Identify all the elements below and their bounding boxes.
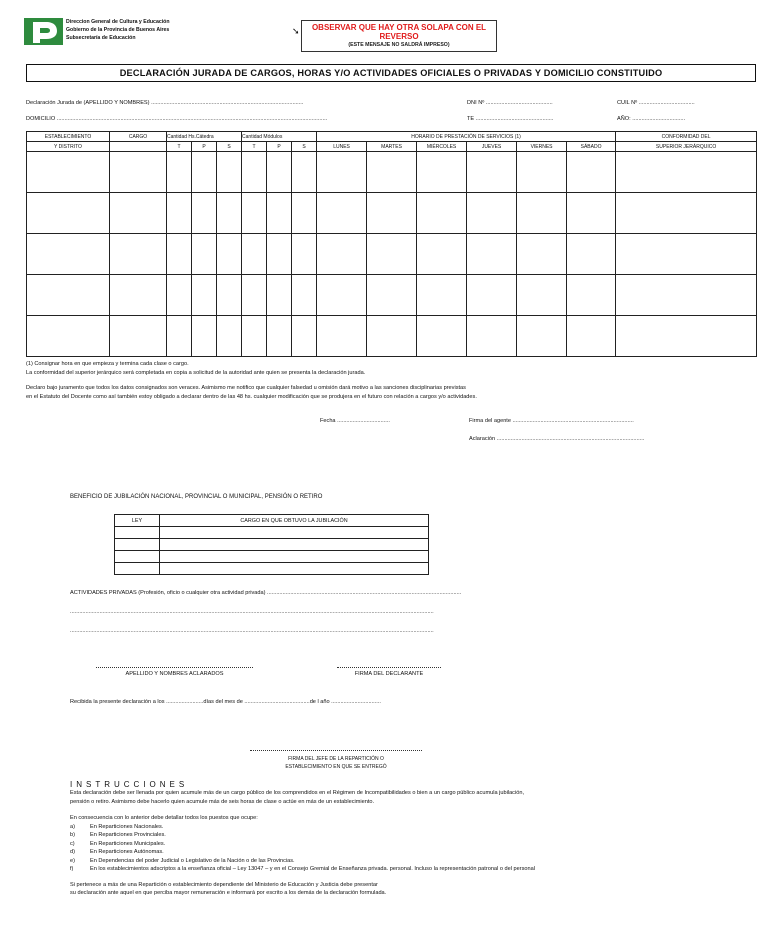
beneficio-title: BENEFICIO DE JUBILACIÓN NACIONAL, PROVINCIAL O MUNICIPAL, PENSIÓN O RETIRO [70, 494, 323, 500]
table-cell[interactable] [317, 234, 367, 275]
table-cell[interactable] [242, 234, 267, 275]
cargo-cell[interactable] [160, 563, 429, 575]
table-cell[interactable] [367, 193, 417, 234]
field-cuil[interactable]: CUIL Nº .................................... [617, 100, 695, 106]
ley-cell[interactable] [115, 539, 160, 551]
cargo-cell[interactable] [160, 551, 429, 563]
table-cell[interactable] [242, 152, 267, 193]
header-horario: HORARIO DE PRESTACIÓN DE SERVICIOS (1) [317, 132, 616, 142]
cargo-cell[interactable] [160, 539, 429, 551]
list-item-key: a) [70, 823, 75, 830]
instrucciones-p3a: Si pertenece a más de una Repartición o establecimiento dependiente del Ministerio de Educación y Justicia debe presentar [70, 881, 378, 888]
header-modulos: Cantidad Módulos [242, 132, 317, 142]
field-declaracion[interactable]: Declaración Jurada de (APELLIDO Y NOMBRES) .................................................................................................. [26, 100, 304, 106]
field-firma-agente[interactable]: Firma del agente .............................................................................. [469, 418, 634, 424]
header-cargo-blank [110, 142, 167, 152]
table-cell[interactable] [217, 193, 242, 234]
list-item-text: En Reparticiones Autónomas. [90, 849, 164, 855]
table-cell[interactable] [317, 275, 367, 316]
table-row [115, 551, 429, 563]
cargos-table [26, 131, 757, 357]
table-cell[interactable] [467, 193, 517, 234]
table-cell[interactable] [267, 234, 292, 275]
cargo-cell[interactable] [160, 527, 429, 539]
table-cell[interactable] [27, 234, 110, 275]
table-cell[interactable] [616, 234, 757, 275]
table-cell[interactable] [27, 152, 110, 193]
table-cell[interactable] [317, 316, 367, 357]
mouse-cursor-icon: ➘ [292, 26, 300, 36]
header-m-p: P [267, 142, 292, 152]
table-cell[interactable] [267, 275, 292, 316]
instrucciones-block [70, 780, 740, 898]
instrucciones-p3b: su declaración ante aquel en que perciba mayor remuneración e informará por escrito a los demás de la declaración formulada. [70, 890, 387, 896]
header-sabado: SÁBADO [567, 142, 616, 152]
table-cell[interactable] [267, 152, 292, 193]
notice-line-1: OBSERVAR QUE HAY OTRA SOLAPA CON EL REVERSO [311, 23, 487, 41]
table-cell[interactable] [292, 316, 317, 357]
table-cell[interactable] [292, 234, 317, 275]
instrucciones-p1b: pensión o retiro. Asimismo debe hacerlo quien acumule más de seis horas de clase o actúe en más de un establecimiento. [70, 798, 375, 805]
table-row [27, 275, 757, 316]
field-domicilio[interactable]: DOMICILIO .............................................................................................................................................................................. [26, 116, 328, 122]
field-te[interactable]: TE .................................................. [467, 116, 554, 122]
table-cell[interactable] [417, 275, 467, 316]
list-item [70, 857, 740, 866]
table-cell[interactable] [567, 275, 616, 316]
table-cell[interactable] [167, 193, 192, 234]
table-row [27, 193, 757, 234]
list-item [70, 840, 740, 849]
table-cell[interactable] [110, 316, 167, 357]
table-cell[interactable] [192, 193, 217, 234]
header-m-s: S [292, 142, 317, 152]
header-viernes: VIERNES [517, 142, 567, 152]
header-establecimiento: ESTABLECIMIENTO [27, 132, 110, 142]
field-actividades-2[interactable]: .......................................................................................................................................................................................................................................... [70, 609, 434, 615]
table-cell[interactable] [167, 316, 192, 357]
list-item-text: En Dependencias del poder Judicial o Legislativo de la Nación o de las Provincias. [90, 857, 295, 864]
list-item-key: f) [70, 866, 74, 872]
form-title: DECLARACIÓN JURADA DE CARGOS, HORAS Y/O ACTIVIDADES OFICIALES O PRIVADAS Y DOMICILIO CONSTITUIDO [26, 64, 756, 82]
table-cell[interactable] [192, 234, 217, 275]
field-recibida[interactable]: Recibida la presente declaración a los ........................días del mes de ..........................................de l año ................................ [70, 699, 381, 705]
table-cell[interactable] [467, 234, 517, 275]
header-m-t: T [242, 142, 267, 152]
table-cell[interactable] [367, 275, 417, 316]
table-cell[interactable] [217, 152, 242, 193]
table-row [115, 563, 429, 575]
ley-cell[interactable] [115, 551, 160, 563]
table-cell[interactable] [417, 234, 467, 275]
table-cell[interactable] [192, 152, 217, 193]
declaration-line-2: en el Estatuto del Docente como así también estoy obligado a declarar dentro de las 48 hs. cualquier modificación que se produjera en el futuro con relación a cargos y/o actividades. [26, 393, 477, 400]
table-cell[interactable] [27, 193, 110, 234]
table-cell[interactable] [567, 234, 616, 275]
list-item-text: En Reparticiones Municipales. [90, 840, 166, 847]
table-cell[interactable] [367, 152, 417, 193]
label-firma-declarante: FIRMA DEL DECLARANTE [354, 671, 424, 677]
table-cell[interactable] [417, 152, 467, 193]
table-cell[interactable] [367, 234, 417, 275]
note-2: La conformidad del superior jerárquico será completada en copia a solicitud de la autoridad ante quien se presenta la declaración jurada. [26, 369, 366, 376]
table-cell[interactable] [110, 234, 167, 275]
header-conformidad: CONFORMIDAD DEL [616, 132, 757, 142]
table-cell[interactable] [242, 193, 267, 234]
table-cell[interactable] [567, 152, 616, 193]
notice-box [301, 20, 497, 52]
org-line-3: Subsecretaría de Educación [66, 35, 136, 41]
table-cell[interactable] [467, 152, 517, 193]
table-row [27, 234, 757, 275]
table-cell[interactable] [292, 152, 317, 193]
table-cell[interactable] [110, 275, 167, 316]
table-cell[interactable] [517, 152, 567, 193]
table-cell[interactable] [110, 193, 167, 234]
header-ley: LEY [115, 515, 160, 527]
label-firma-jefe [250, 755, 422, 771]
table-cell[interactable] [167, 275, 192, 316]
table-cell[interactable] [292, 275, 317, 316]
table-cell[interactable] [242, 275, 267, 316]
table-cell[interactable] [27, 275, 110, 316]
table-cell[interactable] [567, 193, 616, 234]
instrucciones-list [70, 823, 740, 874]
list-item-text: En Reparticiones Nacionales. [90, 823, 164, 830]
header-h-s: S [217, 142, 242, 152]
header-horas: Cantidad Hs.Cátedra [167, 132, 242, 142]
field-dni[interactable]: DNI Nº ........................................... [467, 100, 553, 106]
org-line-1: Direccion General de Cultura y Educación [66, 19, 170, 25]
notice-line-2: (ESTE MENSAJE NO SALDRÁ IMPRESO) [348, 42, 450, 48]
label-firma-jefe-2: ESTABLECIMIENTO EN QUE SE ENTREGÓ [285, 764, 387, 770]
table-cell[interactable] [167, 152, 192, 193]
table-cell[interactable] [267, 316, 292, 357]
instrucciones-title: INSTRUCCIONES [70, 780, 189, 789]
field-actividades-3[interactable]: .......................................................................................................................................................................................................................................... [70, 628, 434, 634]
table-row [27, 152, 757, 193]
table-cell[interactable] [517, 316, 567, 357]
field-actividades-1[interactable]: ACTIVIDADES PRIVADAS (Profesión, oficio o cualquier otra actividad privada) ............................................................................................................................. [70, 590, 462, 596]
list-item [70, 823, 740, 832]
notes-block [26, 360, 365, 377]
declaration-block [26, 384, 477, 401]
table-row [115, 527, 429, 539]
org-line-2: Gobierno de la Provincia de Buenos Aires [66, 27, 170, 33]
table-cell[interactable] [217, 316, 242, 357]
table-cell[interactable] [192, 316, 217, 357]
list-item-key: b) [70, 832, 75, 838]
label-apellido-aclarados: APELLIDO Y NOMBRES ACLARADOS [125, 671, 224, 677]
header-martes: MARTES [367, 142, 417, 152]
table-cell[interactable] [616, 316, 757, 357]
signature-line-apellido [96, 667, 253, 668]
header-superior: SUPERIOR JERÁRQUICO [616, 142, 757, 152]
table-cell[interactable] [517, 193, 567, 234]
table-cell[interactable] [110, 152, 167, 193]
table-cell[interactable] [317, 193, 367, 234]
header-cargo-jubilacion: CARGO EN QUE OBTUVO LA JUBILACIÓN [160, 515, 429, 527]
table-cell[interactable] [616, 275, 757, 316]
table-cell[interactable] [417, 193, 467, 234]
signature-line-jefe [250, 750, 422, 751]
field-anio[interactable]: AÑO: .................................. [617, 116, 686, 122]
instrucciones-p2: En consecuencia con lo anterior debe detallar todos los puestos que ocupe: [70, 815, 258, 821]
table-cell[interactable] [616, 152, 757, 193]
header-jueves: JUEVES [467, 142, 517, 152]
header-distrito: Y DISTRITO [27, 142, 110, 152]
list-item-key: d) [70, 849, 75, 855]
signature-line-declarante [337, 667, 441, 668]
table-cell[interactable] [192, 275, 217, 316]
table-cell[interactable] [27, 316, 110, 357]
province-logo [24, 18, 63, 45]
list-item-key: c) [70, 840, 75, 847]
ley-cell[interactable] [115, 527, 160, 539]
table-cell[interactable] [242, 316, 267, 357]
table-cell[interactable] [567, 316, 616, 357]
header-cargo: CARGO [110, 132, 167, 142]
ley-cell[interactable] [115, 563, 160, 575]
table-cell[interactable] [517, 275, 567, 316]
list-item-text: En los establecimientos adscriptos a la enseñanza oficial – Ley 13047 – y en el Consejo Gremial de Enseñanza privada. personal. Incluso la representación patronal o del personal [90, 866, 535, 872]
table-cell[interactable] [616, 193, 757, 234]
org-header [66, 18, 170, 42]
label-firma-jefe-1: FIRMA DEL JEFE DE LA REPARTICIÓN O [288, 756, 384, 762]
table-cell[interactable] [467, 316, 517, 357]
table-cell[interactable] [217, 234, 242, 275]
declaration-line-1: Declaro bajo juramento que todos los datos consignados son veraces. Asimismo me notifico que cualquier falsedad u omisión dará motivo a las sanciones disciplinarias previstas [26, 385, 466, 391]
list-item [70, 831, 740, 840]
field-aclaracion[interactable]: Aclaración ............................................................................................... [469, 436, 645, 442]
table-cell[interactable] [517, 234, 567, 275]
header-miercoles: MIÉRCOLES [417, 142, 467, 152]
instrucciones-p1a: Esta declaración debe ser llenada por quien acumule más de un cargo público de los comprendidos en el Régimen de Incompatibilidades o bien a un cargo público acumula jubilación, [70, 790, 524, 796]
table-cell[interactable] [167, 234, 192, 275]
table-cell[interactable] [267, 193, 292, 234]
table-cell[interactable] [417, 316, 467, 357]
note-1: (1) Consignar hora en que empieza y termina cada clase o cargo. [26, 361, 189, 367]
table-cell[interactable] [217, 275, 242, 316]
table-row [27, 316, 757, 357]
header-h-p: P [192, 142, 217, 152]
header-lunes: LUNES [317, 142, 367, 152]
table-cell[interactable] [292, 193, 317, 234]
header-h-t: T [167, 142, 192, 152]
table-cell[interactable] [317, 152, 367, 193]
jubilacion-table [114, 514, 429, 575]
list-item [70, 865, 740, 874]
table-cell[interactable] [367, 316, 417, 357]
table-row [115, 539, 429, 551]
list-item-text: En Reparticiones Provinciales. [90, 832, 166, 838]
field-fecha[interactable]: Fecha .................................. [320, 418, 390, 424]
list-item-key: e) [70, 857, 75, 864]
table-cell[interactable] [467, 275, 517, 316]
list-item [70, 848, 740, 857]
